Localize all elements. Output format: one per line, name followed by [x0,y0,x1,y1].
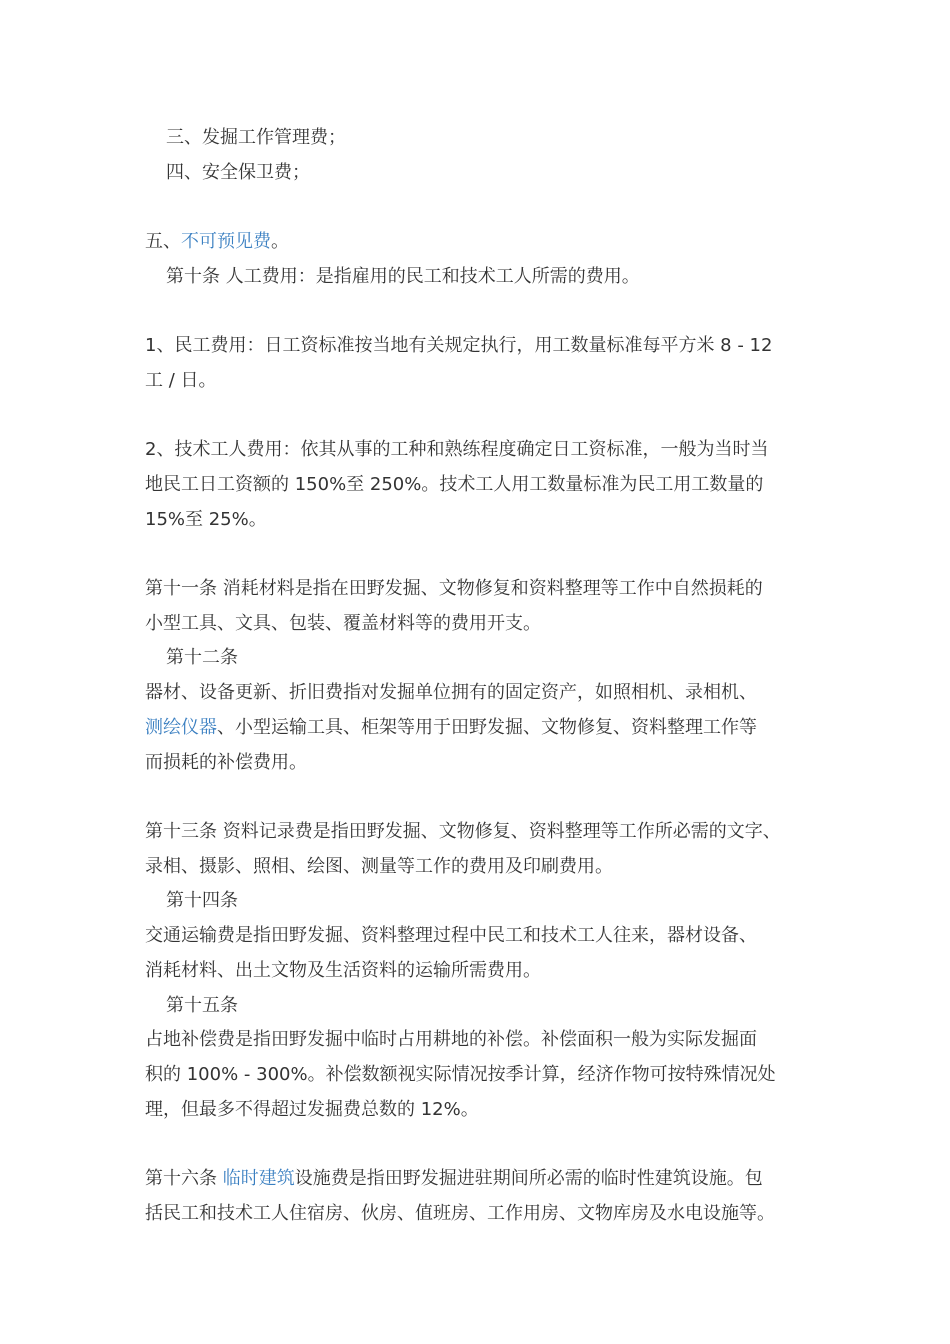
line-text: 第十条 人工费用：是指雇用的民工和技术工人所需的费用。 [166,266,640,287]
text-line [166,646,238,670]
text-line [166,126,346,150]
line-text: 占地补偿费是指田野发掘中临时占用耕地的补偿。补偿面积一般为实际发掘面 [145,1029,757,1050]
text-line [145,751,307,775]
line-text: 理，但最多不得超过发掘费总数的 12%。 [145,1099,479,1120]
text-line [145,473,763,497]
inline-link[interactable]: 临时建筑 [222,1168,295,1189]
text-line [145,1098,479,1122]
text-line [166,889,238,913]
line-text: 第十一条 消耗材料是指在田野发掘、文物修复和资料整理等工作中自然损耗的 [145,578,763,599]
line-text: 工 / 日。 [145,370,217,391]
text-line [145,1202,775,1226]
line-text: 第十二条 [166,647,238,668]
line-text: 消耗材料、出土文物及生活资料的运输所需费用。 [145,960,541,981]
line-text: 第十五条 [166,995,238,1016]
text-line [145,230,289,254]
line-text: 积的 100% - 300%。补偿数额视实际情况按季计算，经济作物可按特殊情况处 [145,1064,776,1085]
line-text: 器材、设备更新、折旧费指对发掘单位拥有的固定资产，如照相机、录相机、 [145,682,757,703]
text-line [145,681,757,705]
line-text: 小型工具、文具、包装、覆盖材料等的费用开支。 [145,613,541,634]
text-line [166,265,640,289]
text-line [145,1167,763,1191]
line-text: 第十六条 [145,1168,223,1189]
line-text: 15%至 25%。 [145,509,267,530]
line-text: 第十三条 资料记录费是指田野发掘、文物修复、资料整理等工作所必需的文字、 [145,821,781,842]
line-text: 、小型运输工具、柜架等用于田野发掘、文物修复、资料整理工作等 [217,717,757,738]
inline-link[interactable]: 测绘仪器 [145,717,217,738]
inline-link[interactable]: 不可预见费 [181,231,271,252]
text-line [145,369,217,393]
text-line [145,924,757,948]
line-text: 1、民工费用：日工资标准按当地有关规定执行，用工数量标准每平方米 8 - 12 [145,335,773,356]
text-line [166,161,310,185]
line-text: 第十四条 [166,890,238,911]
text-line [145,612,541,636]
line-text: 设施费是指田野发掘进驻期间所必需的临时性建筑设施。包 [294,1168,763,1189]
text-line [166,994,238,1018]
line-text: 录相、摄影、照相、绘图、测量等工作的费用及印刷费用。 [145,856,613,877]
line-text: 五、 [145,231,181,252]
line-text: 交通运输费是指田野发掘、资料整理过程中民工和技术工人往来，器材设备、 [145,925,757,946]
text-line [145,959,541,983]
text-line [145,855,613,879]
line-text: 2、技术工人费用：依其从事的工种和熟练程度确定日工资标准，一般为当时当 [145,439,769,460]
line-text: 四、安全保卫费； [166,162,310,183]
text-line [145,438,768,462]
text-line [145,334,772,358]
text-line [145,820,781,844]
text-line [145,1028,757,1052]
line-text: 地民工日工资额的 150%至 250%。技术工人用工数量标准为民工用工数量的 [145,474,764,495]
text-line [145,716,757,740]
line-text: 括民工和技术工人住宿房、伙房、值班房、工作用房、文物库房及水电设施等。 [145,1203,775,1224]
line-text: 。 [271,231,289,252]
text-line [145,508,267,532]
text-line [145,1063,776,1087]
line-text: 三、发掘工作管理费； [166,127,346,148]
line-text: 而损耗的补偿费用。 [145,752,307,773]
text-line [145,577,763,601]
